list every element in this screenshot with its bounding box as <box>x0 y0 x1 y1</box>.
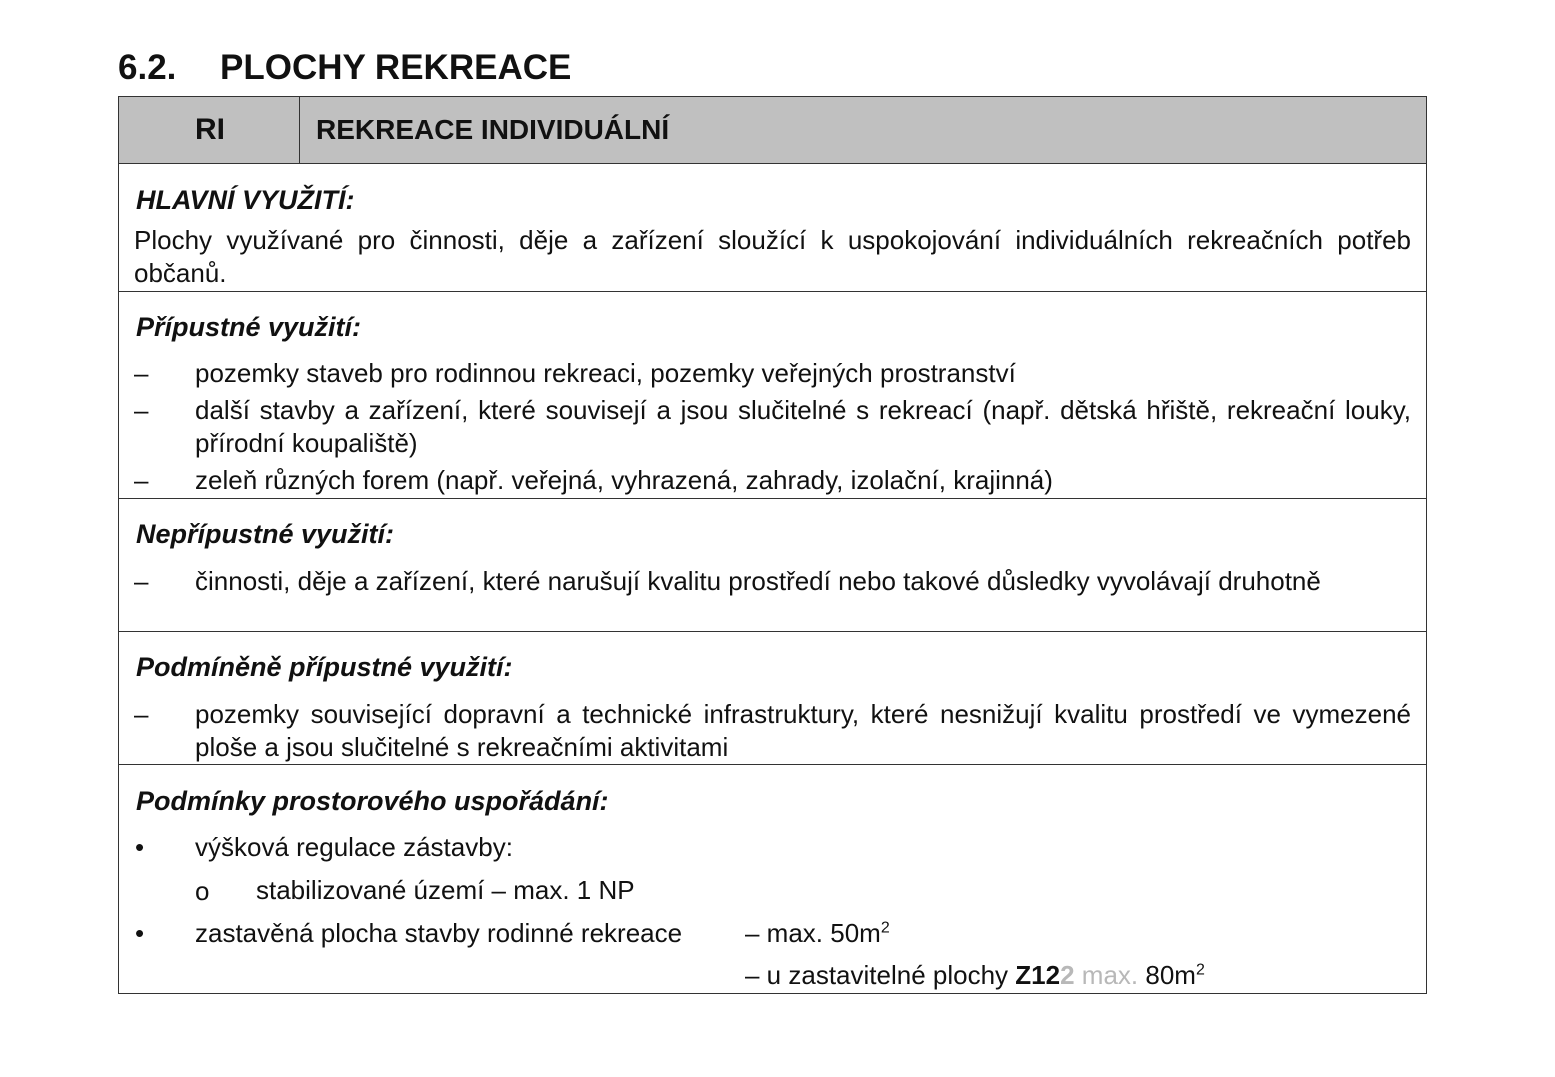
dash-marker: – <box>134 465 149 495</box>
max-faded-text: max. <box>1074 960 1139 990</box>
list-item <box>119 698 1411 764</box>
spatial-conditions-title: Podmínky prostorového uspořádání: <box>136 786 609 816</box>
superscript: 2 <box>880 919 890 937</box>
area-name: REKREACE INDIVIDUÁLNÍ <box>316 114 670 145</box>
sub-marker: o <box>195 876 210 906</box>
dash-marker: – <box>134 699 149 729</box>
list-item <box>119 357 1411 390</box>
buildable-area-suffix: 80m <box>1138 960 1196 990</box>
section-heading <box>118 46 571 90</box>
spatial-conditions-section <box>119 764 1426 993</box>
list-item-text: pozemky staveb pro rodinnou rekreaci, pozemky veřejných prostranství <box>195 358 1016 388</box>
area-code: RI <box>119 97 300 163</box>
max-area-value <box>745 917 890 950</box>
list-item <box>119 464 1411 497</box>
permitted-use-section <box>119 291 1426 498</box>
stabilized-area-text: stabilizované území – max. 1 NP <box>256 875 635 905</box>
built-area-label: zastavěná plocha stavby rodinné rekreace <box>195 918 683 948</box>
main-use-text: Plochy využívané pro činnosti, děje a zařízení sloužící k uspokojování individuálních rekreačních potřeb občanů. <box>134 225 1411 288</box>
main-use-section <box>119 163 1426 291</box>
prohibited-use-title: Nepřípustné využití: <box>136 519 395 549</box>
prohibited-use-section <box>119 498 1426 631</box>
table-header-row <box>119 97 1426 163</box>
height-regulation-label: výšková regulace zástavby: <box>195 832 513 862</box>
list-item-text: zeleň různých forem (např. veřejná, vyhrazená, zahrady, izolační, krajinná) <box>195 465 1053 495</box>
max-area-text: – max. 50m <box>745 918 881 948</box>
area-code-part-b: 2 <box>1060 960 1075 990</box>
area-code-part-a: Z12 <box>1015 960 1061 990</box>
bullet-marker: • <box>135 918 145 948</box>
superscript: 2 <box>1195 961 1205 979</box>
section-number: 6.2. <box>118 48 177 87</box>
list-item-text: další stavby a zařízení, které souvisejí a jsou slučitelné s rekreací (např. dětská hřiště, rekreační louky, přírodní koupaliště) <box>195 395 1411 458</box>
permitted-use-title: Přípustné využití: <box>136 312 362 342</box>
section-title: PLOCHY REKREACE <box>220 48 572 87</box>
regulation-table <box>118 96 1427 994</box>
area-code-z122 <box>1015 960 1074 990</box>
dash-marker: – <box>134 395 149 425</box>
conditional-use-title: Podmíněně přípustné využití: <box>136 652 513 682</box>
list-item <box>119 394 1411 460</box>
dash-marker: – <box>134 566 149 596</box>
list-item <box>119 565 1411 598</box>
buildable-area-value <box>745 959 1205 992</box>
buildable-area-prefix: – u zastavitelné plochy <box>745 960 1009 990</box>
bullet-marker: • <box>135 832 145 862</box>
conditional-use-section <box>119 631 1426 764</box>
list-item-text: činnosti, děje a zařízení, které narušují kvalitu prostředí nebo takové důsledky vyvolávají druhotně <box>195 566 1321 596</box>
list-item-text: pozemky související dopravní a technické infrastruktury, které nesnižují kvalitu prostředí ve vymezené ploše a jsou slučitelné s rekreačními aktivitami <box>195 699 1411 762</box>
main-use-title: HLAVNÍ VYUŽITÍ: <box>136 185 355 215</box>
dash-marker: – <box>134 358 149 388</box>
